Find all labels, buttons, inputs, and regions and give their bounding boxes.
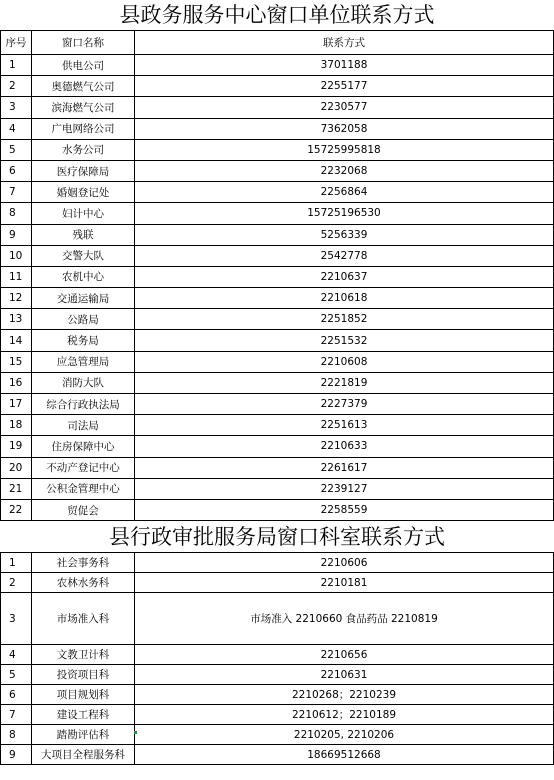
table-row	[1, 725, 554, 745]
row-number: 21	[1, 478, 32, 499]
contact-number: 2256864	[135, 182, 554, 203]
window-name: 供电公司	[32, 55, 135, 76]
table-row	[1, 436, 554, 457]
table-row	[1, 457, 554, 478]
contact-number: 2210618	[135, 288, 554, 309]
table-row	[1, 203, 554, 224]
table-header-row	[1, 31, 554, 55]
window-name: 公路局	[32, 309, 135, 330]
contact-number: 2239127	[135, 478, 554, 499]
window-name: 文教卫计科	[32, 645, 135, 665]
table-row	[1, 665, 554, 685]
contact-number: 2261617	[135, 457, 554, 478]
row-number: 1	[1, 55, 32, 76]
row-number: 10	[1, 245, 32, 266]
window-name: 不动产登记中心	[32, 457, 135, 478]
row-number: 18	[1, 415, 32, 436]
contact-number: 2251613	[135, 415, 554, 436]
window-name: 广电网络公司	[32, 118, 135, 139]
row-number: 17	[1, 394, 32, 415]
window-name: 踏勘评估科	[32, 725, 135, 745]
row-number: 4	[1, 118, 32, 139]
contact-number: 2542778	[135, 245, 554, 266]
contact-number: 2210606	[135, 553, 554, 573]
window-name: 投资项目科	[32, 665, 135, 685]
window-name: 滨海燃气公司	[32, 97, 135, 118]
row-number: 7	[1, 182, 32, 203]
row-number: 12	[1, 288, 32, 309]
contact-number: 市场准入 2210660 食品药品 2210819	[135, 593, 554, 645]
contact-number: 2251852	[135, 309, 554, 330]
table-row	[1, 330, 554, 351]
window-name: 交警大队	[32, 245, 135, 266]
header-number: 序号	[1, 31, 32, 55]
table-row	[1, 351, 554, 372]
row-number: 16	[1, 372, 32, 393]
contact-number: 2210633	[135, 436, 554, 457]
table-row	[1, 224, 554, 245]
window-name: 市场准入科	[32, 593, 135, 645]
contact-number: 2251532	[135, 330, 554, 351]
contact-number: 15725995818	[135, 139, 554, 160]
row-number: 6	[1, 160, 32, 181]
row-number: 9	[1, 224, 32, 245]
table-row	[1, 76, 554, 97]
window-name: 大项目全程服务科	[32, 745, 135, 765]
table-row	[1, 499, 554, 520]
contact-number: 2210656	[135, 645, 554, 665]
window-name: 税务局	[32, 330, 135, 351]
row-number: 4	[1, 645, 32, 665]
row-number: 13	[1, 309, 32, 330]
window-name: 贸促会	[32, 499, 135, 520]
contact-number: 5256339	[135, 224, 554, 245]
table-row	[1, 593, 554, 645]
table-row	[1, 553, 554, 573]
header-window-name: 窗口名称	[32, 31, 135, 55]
window-name: 医疗保障局	[32, 160, 135, 181]
contact-number: 2210268；2210239	[135, 685, 554, 705]
table-row	[1, 372, 554, 393]
window-name: 婚姻登记处	[32, 182, 135, 203]
table-row	[1, 55, 554, 76]
window-name: 残联	[32, 224, 135, 245]
table-row	[1, 266, 554, 287]
row-number: 3	[1, 593, 32, 645]
window-name: 综合行政执法局	[32, 394, 135, 415]
row-number: 22	[1, 499, 32, 520]
row-number: 5	[1, 139, 32, 160]
table-row	[1, 705, 554, 725]
row-number: 3	[1, 97, 32, 118]
row-number: 7	[1, 705, 32, 725]
table-row	[1, 309, 554, 330]
window-name: 社会事务科	[32, 553, 135, 573]
row-number: 8	[1, 725, 32, 745]
contact-number: 2210608	[135, 351, 554, 372]
contact-number: 2210631	[135, 665, 554, 685]
row-number: 9	[1, 745, 32, 765]
table-row	[1, 573, 554, 593]
window-name: 妇计中心	[32, 203, 135, 224]
cell-comment-marker	[134, 731, 137, 734]
contact-number: 2227379	[135, 394, 554, 415]
table-row	[1, 245, 554, 266]
contact-number: 3701188	[135, 55, 554, 76]
contact-number: 2210181	[135, 573, 554, 593]
section-title: 县行政审批服务局窗口科室联系方式	[109, 525, 445, 549]
window-name: 消防大队	[32, 372, 135, 393]
table-row	[1, 118, 554, 139]
contact-number: 2210205, 2210206	[135, 725, 554, 745]
row-number: 5	[1, 665, 32, 685]
page-title: 县政务服务中心窗口单位联系方式	[119, 3, 435, 27]
row-number: 1	[1, 553, 32, 573]
contact-number: 2258559	[135, 499, 554, 520]
contact-number: 2210612；2210189	[135, 705, 554, 725]
row-number: 2	[1, 76, 32, 97]
window-name: 公积金管理中心	[32, 478, 135, 499]
table-row	[1, 160, 554, 181]
window-name: 水务公司	[32, 139, 135, 160]
table-row	[1, 478, 554, 499]
table-row	[1, 415, 554, 436]
window-name: 交通运输局	[32, 288, 135, 309]
row-number: 15	[1, 351, 32, 372]
contact-number: 2255177	[135, 76, 554, 97]
contact-number: 7362058	[135, 118, 554, 139]
table-row	[1, 394, 554, 415]
window-name: 奥德燃气公司	[32, 76, 135, 97]
window-name: 项目规划科	[32, 685, 135, 705]
window-name: 建设工程科	[32, 705, 135, 725]
row-number: 2	[1, 573, 32, 593]
contact-number: 2221819	[135, 372, 554, 393]
table-row	[1, 685, 554, 705]
table-row	[1, 745, 554, 765]
row-number: 20	[1, 457, 32, 478]
window-name: 司法局	[32, 415, 135, 436]
contact-number: 18669512668	[135, 745, 554, 765]
row-number: 6	[1, 685, 32, 705]
window-name: 应急管理局	[32, 351, 135, 372]
row-number: 19	[1, 436, 32, 457]
table-row	[1, 182, 554, 203]
contact-number: 2232068	[135, 160, 554, 181]
table-row	[1, 288, 554, 309]
contact-number: 2230577	[135, 97, 554, 118]
contact-number: 15725196530	[135, 203, 554, 224]
window-name: 农机中心	[32, 266, 135, 287]
table-row	[1, 139, 554, 160]
row-number: 14	[1, 330, 32, 351]
service-center-contact-table	[0, 30, 554, 521]
window-name: 农林水务科	[32, 573, 135, 593]
row-number: 11	[1, 266, 32, 287]
window-name: 住房保障中心	[32, 436, 135, 457]
row-number: 8	[1, 203, 32, 224]
table-row	[1, 645, 554, 665]
header-contact: 联系方式	[135, 31, 554, 55]
table-row	[1, 97, 554, 118]
contact-number: 2210637	[135, 266, 554, 287]
approval-bureau-contact-table	[0, 552, 554, 765]
